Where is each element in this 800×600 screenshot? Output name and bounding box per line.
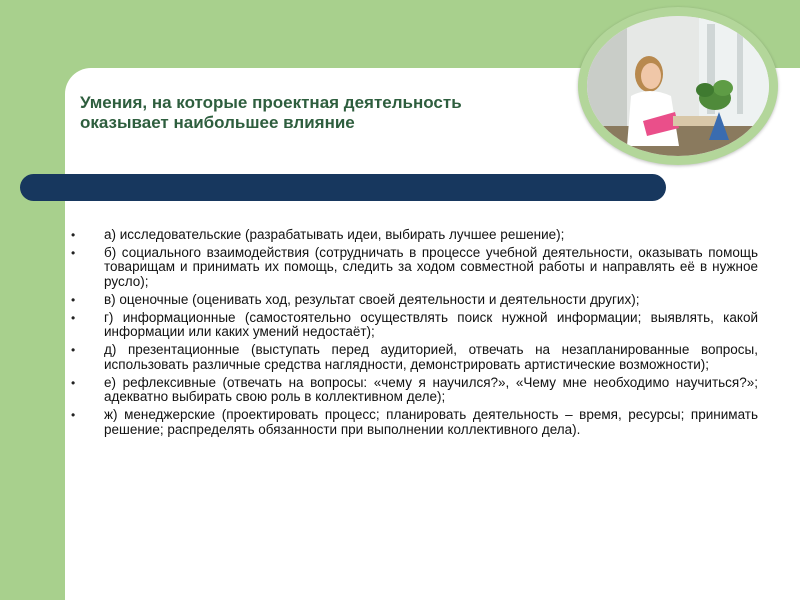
bullet-icon: • xyxy=(71,292,76,307)
bullet-icon: • xyxy=(71,343,76,358)
bullet-icon: • xyxy=(71,408,76,423)
bullet-icon: • xyxy=(71,375,76,390)
list-item: • е) рефлексивные (отвечать на вопросы: «чему я научился?», «Чему мне необходимо научиться?»; адекватно выбирать свою роль в коллективном деле); xyxy=(71,374,758,405)
student-photo xyxy=(587,16,769,156)
bullet-icon: • xyxy=(71,245,76,260)
list-item: • в) оценочные (оценивать ход, результат своей деятельности и деятельности других); xyxy=(71,291,640,307)
slide-title: Умения, на которые проектная деятельность оказывает наибольшее влияние xyxy=(80,93,462,132)
list-item: • а) исследовательские (разрабатывать идеи, выбирать лучшее решение); xyxy=(71,227,565,242)
bullet-icon: • xyxy=(71,228,76,242)
list-item: • б) социального взаимодействия (сотрудничать в процессе учебной деятельности, оказывать помощь товарищам и принимать их помощь, следить за ходом совместной работы и направлять её в нужное русло); xyxy=(71,244,758,290)
list-item: • ж) менеджерские (проектировать процесс; планировать деятельность – время, ресурсы; принимать решение; распределять обязанности при выполнении коллективного дела). xyxy=(71,407,758,437)
bullet-icon: • xyxy=(71,310,76,325)
list-item: • г) информационные (самостоятельно осуществлять поиск нужной информации; выявлять, какой информации или каких умений недостаёт); xyxy=(71,309,758,340)
title-divider-bar xyxy=(20,174,666,201)
photo-frame xyxy=(578,7,778,165)
list-item: • д) презентационные (выступать перед аудиторией, отвечать на незапланированные вопросы, использовать различные средства наглядности, демонстрировать артистические возможности); xyxy=(71,342,758,372)
skills-list xyxy=(70,228,758,441)
